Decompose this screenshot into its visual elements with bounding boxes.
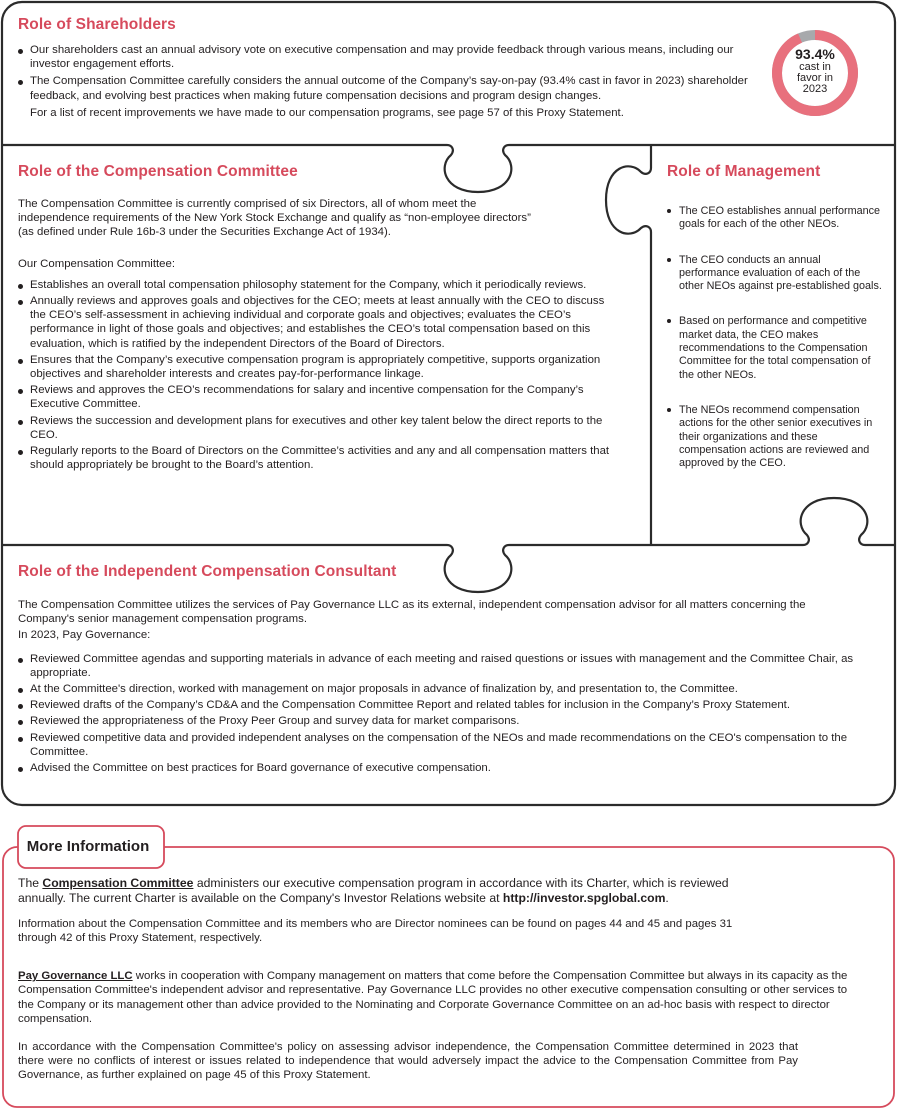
shareholders-note: For a list of recent improvements we have made to our compensation programs, see page 57 of this Proxy Statement. xyxy=(30,106,624,119)
consultant-bullet: Reviewed the appropriateness of the Proxy Peer Group and survey data for market comparisons. xyxy=(18,714,880,728)
more-info-title: More Information xyxy=(26,838,150,855)
consultant-title: Role of the Independent Compensation Consultant xyxy=(18,563,397,580)
committee-title: Role of the Compensation Committee xyxy=(18,163,298,180)
donut-caption-2: favor in xyxy=(796,72,834,84)
committee-bullet: Regularly reports to the Board of Directors on the Committee’s activities and any and all compensation matters that should appropriately be brought to the Board’s attention. xyxy=(18,444,618,472)
shareholders-section xyxy=(18,16,758,120)
donut-caption-1: cast in xyxy=(799,61,831,73)
consultant-intro: The Compensation Committee utilizes the services of Pay Governance LLC as its external, independent compensation advisor for all matters concerning the Company's senior management compensation programs. xyxy=(18,599,806,626)
shareholders-bullet: The Compensation Committee carefully considers the annual outcome of the Company’s say-on-pay (93.4% cast in favor in 2023) shareholder feedback, and evolving best practices when making future compensation decisions and program design changes. xyxy=(18,74,758,102)
shareholders-bullet: Our shareholders cast an annual advisory vote on executive compensation and may provide feedback through various means, including our investor engagement efforts. xyxy=(18,43,758,71)
investor-site-link[interactable]: http://investor.spglobal.com xyxy=(502,891,666,906)
consultant-lead: In 2023, Pay Governance: xyxy=(18,629,151,642)
more-info-p1-text: administers our executive compensation program in accordance with its Charter, which is reviewed annually. The current Charter is available on the Company's Investor Relations website at xyxy=(18,876,729,906)
more-info-p2: Information about the Compensation Committee and its members who are Director nominees can be found on pages 44 and 45 and pages 31 through 42 of this Proxy Statement, respectively. xyxy=(18,917,733,945)
management-bullet: The CEO conducts an annual performance evaluation of each of the other NEOs against pre-established goals. xyxy=(667,254,883,294)
donut-label xyxy=(775,47,855,95)
more-info-p4: In accordance with the Compensation Committee's policy on assessing advisor independence, the Compensation Committee determined in 2023 that there were no conflicts of interest or issues related to independence that would adversely impact the advice to the Compensation Committee from Pay Governance, as further explained on page 45 of this Proxy Statement. xyxy=(18,1041,798,1082)
more-info-p3-text: works in cooperation with Company management on matters that come before the Compensation Committee but always in its capacity as the Compensation Committee's independent advisor and representative. Pay Governance LLC provides no other executive compensation consulting or other services to the Company or its management other than advice provided to the Nominating and Corporate Governance Committee on an ad-hoc basis with respect to director compensation. xyxy=(18,970,848,1025)
committee-section xyxy=(18,163,618,472)
committee-bullet: Reviews and approves the CEO’s recommendations for salary and incentive compensation for the Company’s Executive Committee. xyxy=(18,383,618,411)
compensation-committee-link[interactable]: Compensation Committee xyxy=(42,876,194,890)
management-title: Role of Management xyxy=(667,163,821,180)
consultant-bullet: At the Committee's direction, worked with management on major proposals in advance of finalization by, and presentation to, the Committee. xyxy=(18,682,880,696)
committee-bullet: Annually reviews and approves goals and objectives for the CEO; meets at least annually with the CEO to discuss the CEO’s self-assessment in achieving individual and corporate goals and objectives; evaluates the CEO’s performance in light of those goals and objectives; and establishes the CEO’s total compensation based on this evaluation, which is ratified by the independent Directors of the Board of Directors. xyxy=(18,294,618,351)
management-bullet: Based on performance and competitive market data, the CEO makes recommendations to the Compensation Committee for the total compensation of the other NEOs. xyxy=(667,315,883,381)
committee-lead: Our Compensation Committee: xyxy=(18,257,175,270)
committee-bullet: Reviews the succession and development plans for executives and other key talent below the direct reports to the CEO. xyxy=(18,414,618,442)
consultant-section xyxy=(18,563,880,775)
committee-intro: The Compensation Committee is currently comprised of six Directors, all of whom meet the independence requirements of the New York Stock Exchange and qualify as “non-employee directors” (as defined under Rule 16b-3 under the Securities Exchange Act of 1934). xyxy=(18,198,531,239)
more-info-body xyxy=(18,876,868,1083)
donut-value: 93.4% xyxy=(795,46,835,62)
donut-caption-3: 2023 xyxy=(802,83,828,95)
management-section xyxy=(667,163,883,492)
more-info-p1-end: . xyxy=(665,891,669,906)
committee-bullet: Ensures that the Company’s executive compensation program is appropriately competitive, supports organization objectives and shareholder interests and creates pay-for-performance linkage. xyxy=(18,353,618,381)
consultant-bullet: Advised the Committee on best practices for Board governance of executive compensation. xyxy=(18,761,880,775)
more-info-header xyxy=(18,838,158,856)
committee-bullet: Establishes an overall total compensation philosophy statement for the Company, which it periodically reviews. xyxy=(18,278,618,292)
pay-governance-link[interactable]: Pay Governance LLC xyxy=(18,970,133,983)
shareholders-title: Role of Shareholders xyxy=(18,16,176,33)
consultant-bullet: Reviewed drafts of the Company’s CD&A and the Compensation Committee Report and related tables for inclusion in the Company’s Proxy Statement. xyxy=(18,698,880,712)
management-bullet: The NEOs recommend compensation actions for the other senior executives in their organizations and these compensation actions are reviewed and approved by the CEO. xyxy=(667,404,883,470)
more-info-p1 xyxy=(18,876,778,907)
management-bullet: The CEO establishes annual performance goals for each of the other NEOs. xyxy=(667,205,883,232)
more-info-p3 xyxy=(18,969,863,1026)
consultant-bullet: Reviewed Committee agendas and supporting materials in advance of each meeting and raised questions or issues with management and the Committee Chair, as appropriate. xyxy=(18,652,880,680)
more-info-p1-pre: The xyxy=(18,876,40,890)
consultant-bullet: Reviewed competitive data and provided independent analyses on the compensation of the NEOs and made recommendations on the CEO's compensation to the Committee. xyxy=(18,731,880,759)
